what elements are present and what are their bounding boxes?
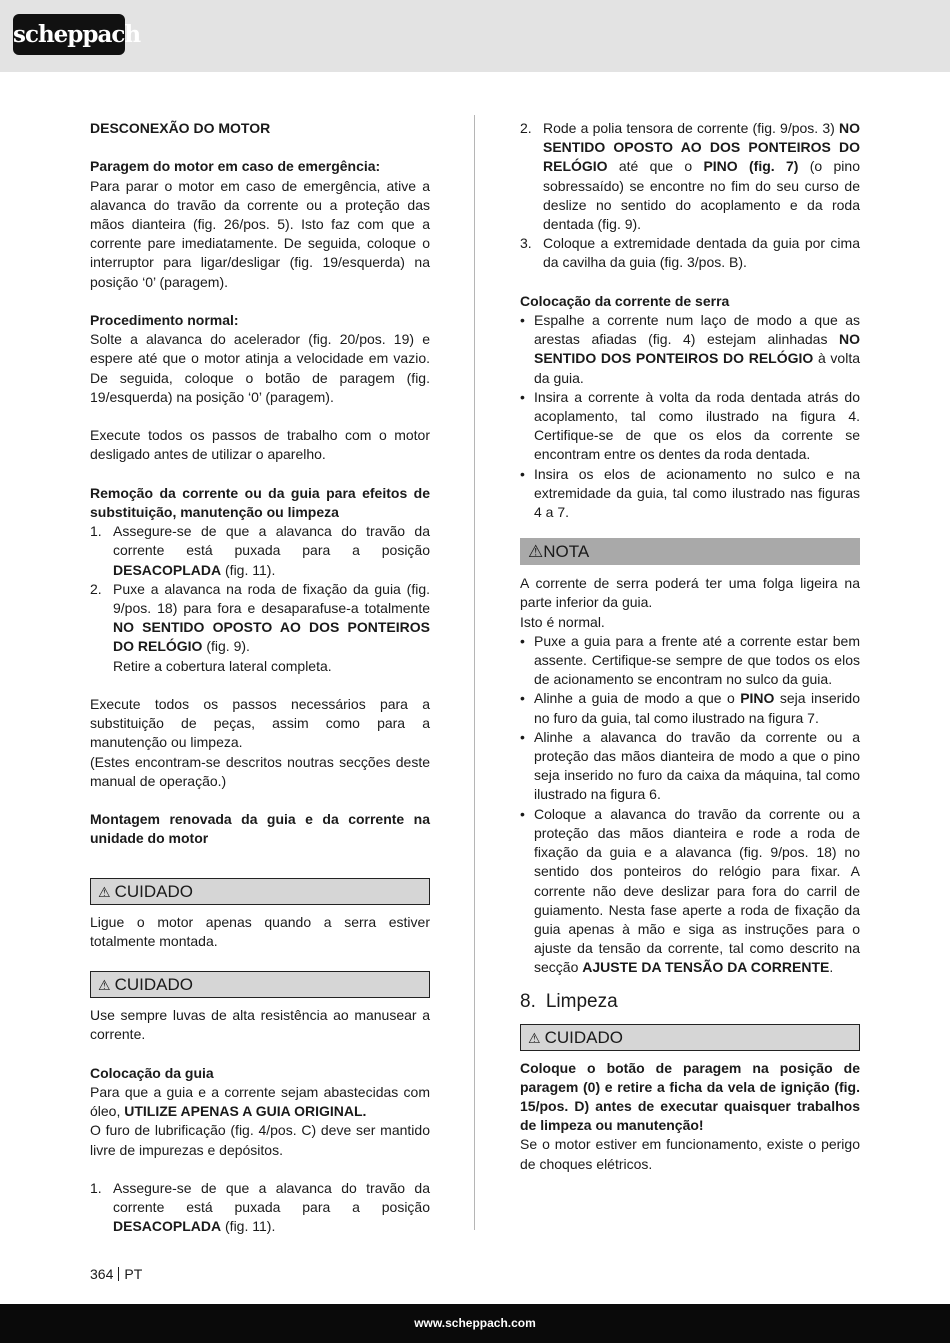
caution-box: ⚠ CUIDADO [520,1024,860,1051]
heading-remount: Montagem renovada da guia e da corrente na unidade do motor [90,811,430,847]
removal-steps-list [90,522,430,676]
heading-disconnect: DESCONEXÃO DO MOTOR [90,120,271,136]
bullet-icon: • [520,728,525,745]
warning-triangle-icon: ⚠ [98,977,111,994]
heading-normal-procedure: Procedimento normal: [90,312,239,328]
list-item: • Alinhe a guia de modo a que o PINO seja inserido no furo da guia, tal como ilustrado na figura 7. [520,690,861,726]
heading-chain-placement: Colocação da corrente de serra [520,292,730,309]
chain-steps-list [520,311,860,522]
bullet-icon: • [520,388,525,405]
column-divider [474,115,475,1230]
bullet-icon: • [520,632,525,649]
paragraph-steps-motor-off: Execute todos os passos de trabalho com o motor desligado antes de utilizar o aparelho. [90,427,430,463]
heading-emergency-stop: Paragem do motor em caso de emergência: [90,158,381,175]
warning-triangle-icon: ⚠ [528,542,544,562]
paragraph-normal-procedure: Solte a alavanca do acelerador (fig. 20/pos. 19) e espere até que o motor atinja a velocidade em vazio. De seguida, coloque o botão de paragem (fig. 19/esquerda) na posição ‘0’ (paragem). [90,331,430,405]
separator [118,1267,119,1281]
header-bar [0,0,950,72]
list-item: 2. Rode a polia tensora de corrente (fig. 9/pos. 3) NO SENTIDO OPOSTO AO DOS PONTEIROS DO RELÓGIO até que o PINO (fig. 7) (o pino sobressaído) se encontre no fim do seu curso de deslize no sentido do acoplamento e da roda dentada (fig. 9). [520,120,860,233]
list-item: • Coloque a alavanca do travão da corrente ou a proteção das mãos dianteira e rode a roda de fixação da guia e a alavanca (fig. 9/pos. 18) no sentido dos ponteiros do relógio para fixar. A corrente não deve deslizar para fora do carril de guiamento. Nesta fase aperte a roda de fixação da guia apenas à mão e siga as instruções para o ajuste da tensão da corrente, tal como descrito na secção AJUSTE DA TENSÃO DA CORRENTE. [520,805,860,976]
note-paragraph-slack: A corrente de serra poderá ter uma folga ligeira na parte inferior da guia. [520,575,860,611]
caution-text-gloves: Use sempre luvas de alta resistência ao manusear a corrente. [90,1007,430,1043]
bullet-icon: • [520,805,525,822]
list-item: • Alinhe a alavanca do travão da corrente ou a proteção das mãos dianteira de modo a que o pino seja inserido no furo da caixa da máquina, tal como ilustrado na figura 6. [520,728,860,803]
bullet-icon: • [520,465,525,482]
warning-triangle-icon: ⚠ [528,1029,541,1046]
bullet-icon: • [520,690,525,707]
note-box: ⚠NOTA [520,538,860,565]
left-column [90,119,430,1237]
page-footer-number: 364 PT [90,1266,143,1282]
paragraph-exec-needed: Execute todos os passos necessários para a substituição de peças, assim como para a manutenção ou limpeza. [90,696,430,751]
caution-text-stop-switch: Coloque o botão de paragem na posição de paragem (0) e retire a ficha da vela de ignição (fig. 15/pos. D) antes de executar quaisquer trabalhos de limpeza ou manutenção! [520,1059,860,1134]
paragraph-emergency-stop: Para parar o motor em caso de emergência, ative a alavanca do travão da corrente ou a proteção das mãos dianteira (fig. 26/pos. 5). Isto faz com que a corrente pare imediatamente. De seguida, coloque o interruptor para ligar/desligar (fig. 19/esquerda) na posição ‘0’ (paragem). [90,177,430,290]
right-column [520,119,860,1174]
caution-text-electric-shock: Se o motor estiver em funcionamento, existe o perigo de choques elétricos. [520,1136,860,1172]
guide-steps-list [90,1179,430,1237]
list-item: 1. Assegure-se de que a alavanca do travão da corrente está puxada para a posição DESACOPLADA (fig. 11). [90,523,430,578]
note-paragraph-normal: Isto é normal. [520,613,605,630]
paragraph-described-elsewhere: (Estes encontram-se descritos noutras secções deste manual de operação.) [90,753,430,789]
list-item: 1. Assegure-se de que a alavanca do travão da corrente está puxada para a posição DESACOPLADA (fig. 11). [90,1180,430,1235]
caution-box: ⚠ CUIDADO [90,971,430,998]
heading-removal: Remoção da corrente ou da guia para efeitos de substituição, manutenção ou limpeza [90,484,430,520]
list-item: • Insira os elos de acionamento no sulco e na extremidade da guia, tal como ilustrado nas figuras 4 a 7. [520,465,860,521]
list-item: • Espalhe a corrente num laço de modo a que as arestas afiadas (fig. 4) estejam alinhadas NO SENTIDO DOS PONTEIROS DO RELÓGIO à volta da guia. [520,312,861,386]
scheppach-logo: scheppach [13,14,125,55]
warning-triangle-icon: ⚠ [98,883,111,900]
list-item: 3. Coloque a extremidade dentada da guia por cima da cavilha da guia (fig. 3/pos. B). [520,235,860,271]
caution-text-assembly: Ligue o motor apenas quando a serra estiver totalmente montada. [90,913,430,950]
paragraph-lubrication-hole: O furo de lubrificação (fig. 4/pos. C) deve ser mantido livre de impurezas e depósitos. [90,1122,430,1158]
bullet-icon: • [520,312,525,329]
list-item: • Insira a corrente à volta da roda dentada atrás do acoplamento, tal como ilustrado na figura 4. Certifique-se de que os elos da corrente se encontram entre os dentes da roda dentada. [520,388,860,463]
guide-steps-continued-list [520,119,860,273]
caution-box: ⚠ CUIDADO [90,878,430,905]
list-item: 2. Puxe a alavanca na roda de fixação da guia (fig. 9/pos. 18) para fora e desaparafuse-a totalmente NO SENTIDO OPOSTO AO DOS PONTEIROS DO RELÓGIO (fig. 9). Retire a cobertura lateral completa. [90,580,430,674]
website-link[interactable]: www.scheppach.com [414,1316,536,1330]
list-item: • Puxe a guia para a frente até a corrente estar bem assente. Certifique-se sempre de que todos os elos de acionamento se encontram no sulco da guia. [520,632,860,688]
footer-bar [0,1304,950,1343]
note-steps-list [520,632,860,978]
heading-guide-placement: Colocação da guia [90,1064,214,1081]
section-heading-cleaning: 8. Limpeza [520,990,618,1012]
paragraph-guide-oil: Para que a guia e a corrente sejam abastecidas com óleo, UTILIZE APENAS A GUIA ORIGINAL. [90,1084,430,1120]
